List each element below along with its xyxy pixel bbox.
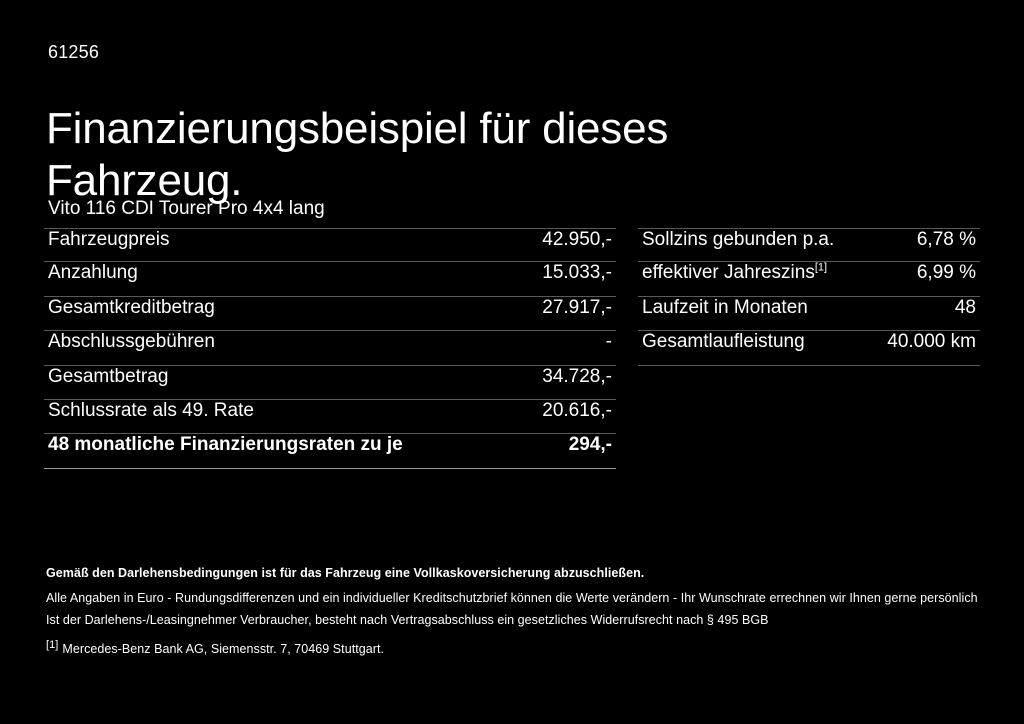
- table-row: [638, 262, 980, 296]
- row-label: 48 monatliche Finanzierungsraten zu je: [48, 434, 403, 456]
- reference-number: 61256: [48, 42, 100, 62]
- table-row: [44, 297, 616, 331]
- table-row: [638, 331, 980, 365]
- insurance-notice: Gemäß den Darlehensbedingungen ist für das Fahrzeug eine Vollkaskoversicherung abzuschließen.: [46, 566, 645, 580]
- row-value: 48: [954, 296, 976, 318]
- row-value: 20.616,-: [542, 399, 612, 421]
- vehicle-name: Vito 116 CDI Tourer Pro 4x4 lang: [48, 198, 325, 219]
- row-label: Gesamtlaufleistung: [642, 331, 805, 353]
- row-value: 15.033,-: [542, 262, 612, 284]
- table-row: [638, 228, 980, 262]
- row-label: Laufzeit in Monaten: [642, 296, 808, 318]
- terms-table: [638, 228, 980, 366]
- footnote-line-1: Alle Angaben in Euro - Rundungsdifferenzen und ein individueller Kreditschutzbrief können die Werte verändern - Ihr Wunschrate errechnen wir Ihnen gerne persönlich: [46, 591, 978, 605]
- row-label: [642, 262, 827, 284]
- bank-footnote: [46, 638, 986, 656]
- row-value: 6,78 %: [916, 229, 976, 250]
- table-row: [44, 400, 616, 434]
- bank-address: Mercedes-Benz Bank AG, Siemensstr. 7, 70469 Stuttgart.: [62, 642, 385, 656]
- footnote-line-2: Ist der Darlehens-/Leasingnehmer Verbraucher, besteht nach Vertragsabschluss ein gesetzliches Widerrufsrecht nach § 495 BGB: [46, 613, 769, 627]
- row-label: Fahrzeugpreis: [48, 229, 170, 250]
- row-value: 34.728,-: [542, 365, 612, 387]
- row-label: Sollzins gebunden p.a.: [642, 229, 835, 250]
- row-value: 6,99 %: [916, 262, 976, 284]
- row-label: Abschlussgebühren: [48, 331, 215, 353]
- row-label: Gesamtkreditbetrag: [48, 296, 215, 318]
- row-value: 294,-: [568, 434, 612, 456]
- table-row: [44, 366, 616, 400]
- row-label: Schlussrate als 49. Rate: [48, 399, 254, 421]
- table-row-monthly-rate: [44, 434, 616, 468]
- table-row: [44, 262, 616, 296]
- page-title: Finanzierungsbeispiel für dieses Fahrzeug.: [46, 104, 669, 206]
- row-label-text: effektiver Jahreszins: [642, 262, 815, 284]
- row-value: 42.950,-: [542, 229, 612, 250]
- table-row: [638, 297, 980, 331]
- table-row: [44, 331, 616, 365]
- row-label: Anzahlung: [48, 262, 138, 284]
- row-value: -: [605, 331, 612, 353]
- table-row: [44, 228, 616, 262]
- finance-table: [44, 228, 616, 469]
- row-value: 40.000 km: [887, 331, 976, 353]
- footnote-marker: [1]: [46, 638, 59, 651]
- row-label: Gesamtbetrag: [48, 365, 169, 387]
- footnotes: [46, 566, 986, 656]
- footnote-marker: [1]: [814, 262, 828, 275]
- row-value: 27.917,-: [542, 296, 612, 318]
